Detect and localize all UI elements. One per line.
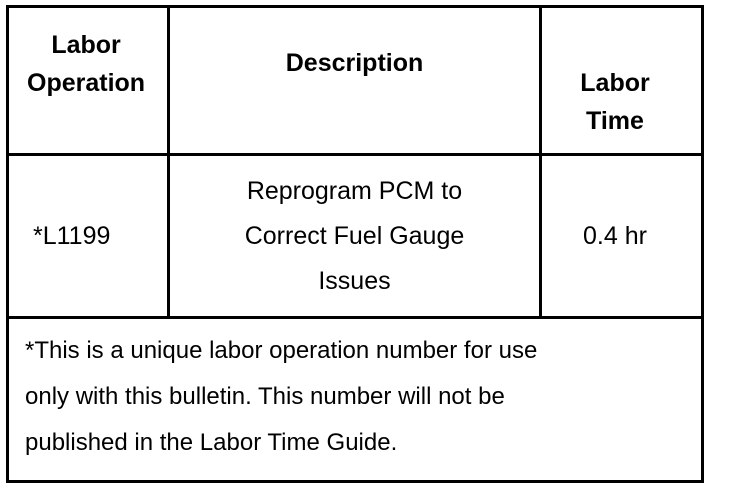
footnote-divider — [9, 316, 701, 319]
cell-labor-operation — [9, 156, 167, 316]
cell-labor-time — [542, 156, 688, 316]
labor-operation-table — [6, 5, 704, 483]
header-description — [170, 44, 539, 82]
labor-time-value: 0.4 hr — [583, 221, 647, 250]
header-labor-operation — [27, 24, 167, 104]
header-description-label: Description — [285, 49, 424, 77]
footnote-line1: *This is a unique labor operation number for use — [25, 337, 538, 364]
labor-operation-code: *L1199 — [33, 221, 111, 250]
cell-description — [170, 156, 539, 316]
header-labor-operation-line1: Labor — [51, 31, 121, 59]
footnote-line3: published in the Labor Time Guide. — [25, 429, 398, 456]
description-line1: Reprogram PCM to — [246, 176, 463, 205]
footnote — [25, 328, 685, 466]
header-labor-time-line2: Time — [586, 107, 644, 135]
header-labor-time-line1: Labor — [580, 69, 650, 97]
description-line2: Correct Fuel Gauge — [244, 221, 465, 250]
footnote-line2: only with this bulletin. This number will not be — [25, 383, 505, 410]
description-line3: Issues — [318, 266, 391, 295]
header-labor-time — [542, 62, 688, 142]
header-labor-operation-line2: Operation — [27, 69, 146, 97]
